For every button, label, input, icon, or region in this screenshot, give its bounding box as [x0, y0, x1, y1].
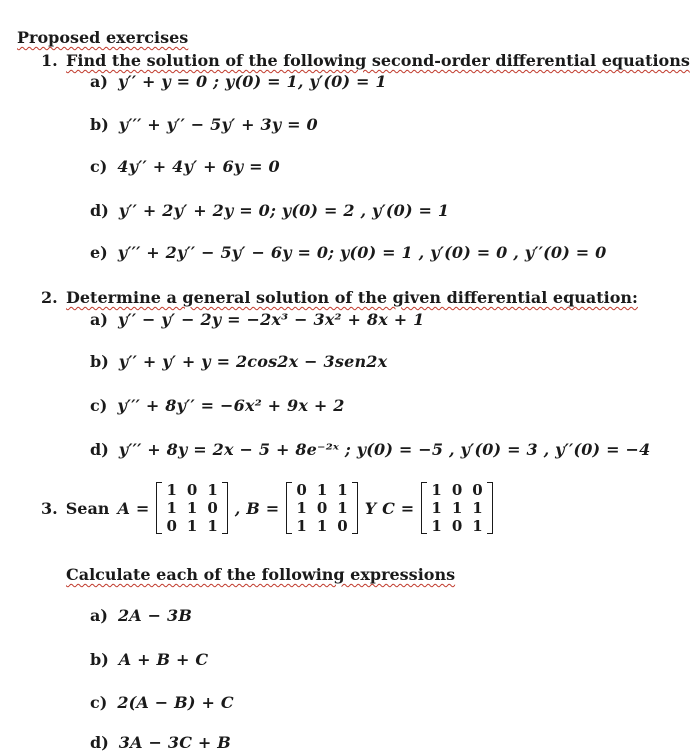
question-3-sean: Sean: [65, 498, 110, 518]
q1-item-e-label: e): [90, 243, 108, 262]
q1-item-e: [90, 243, 606, 262]
matrix-c-name: Y C =: [364, 498, 415, 518]
matrix-cell: 0: [451, 481, 463, 499]
q2-item-c-equation: y′′′ + 8y′′ = −6x² + 9x + 2: [117, 396, 345, 415]
matrix-cell: 1: [451, 499, 463, 517]
matrix-cell: 1: [166, 499, 177, 517]
question-3-number: 3.: [41, 498, 58, 518]
matrix-a: [156, 481, 227, 535]
q1-item-c-equation: 4y′′ + 4y′ + 6y = 0: [117, 157, 280, 176]
matrix-cell: 1: [316, 481, 328, 499]
matrix-cell: 1: [431, 499, 442, 517]
q2-item-c: [90, 396, 345, 415]
q2-item-a-equation: y′′ − y′ − 2y = −2x³ − 3x² + 8x + 1: [117, 310, 425, 329]
matrix-c: [421, 481, 492, 535]
matrix-cell: 1: [472, 517, 483, 535]
matrix-cell: 1: [186, 517, 198, 535]
q2-item-b-label: b): [90, 352, 109, 371]
q2-item-d-label: d): [90, 440, 109, 459]
q2-item-a-label: a): [90, 310, 108, 329]
matrix-cell: 1: [472, 499, 483, 517]
q1-item-d-label: d): [90, 201, 109, 220]
matrix-cell: 1: [296, 499, 307, 517]
matrix-cell: 1: [207, 517, 218, 535]
q3-item-c-label: c): [90, 693, 108, 712]
q3-item-b-label: b): [90, 650, 109, 669]
question-3-matrices: [41, 481, 496, 535]
matrix-cell: 0: [186, 481, 198, 499]
q3-item-a: [90, 606, 192, 625]
q3-item-c: [90, 693, 234, 712]
q1-item-d: [90, 201, 449, 220]
matrix-cell: 0: [451, 517, 463, 535]
q1-item-b-label: b): [90, 115, 109, 134]
q1-item-e-equation: y′′′ + 2y′′ − 5y′ − 6y = 0; y(0) = 1 , y′(0) = 0 , y′′(0) = 0: [117, 243, 607, 262]
matrix-cell: 0: [337, 517, 348, 535]
q1-item-b-equation: y′′′ + y′′ − 5y′ + 3y = 0: [118, 115, 318, 134]
matrix-cell: 1: [166, 481, 177, 499]
q1-item-b: [90, 115, 318, 134]
q2-item-a: [90, 310, 424, 329]
matrix-cell: 1: [207, 481, 218, 499]
matrix-a-name: A =: [117, 498, 150, 518]
question-1-number: 1.: [41, 51, 58, 70]
matrix-cell: 1: [431, 517, 442, 535]
q2-item-d-equation: y′′′ + 8y = 2x − 5 + 8e⁻²ˣ ; y(0) = −5 , y′(0) = 3 , y′′(0) = −4: [118, 440, 651, 459]
matrix-cell: 1: [186, 499, 198, 517]
q3-item-d-label: d): [90, 733, 109, 752]
q1-item-c: [90, 157, 280, 176]
q2-item-c-label: c): [90, 396, 108, 415]
calculate-title: Calculate each of the following expressions: [66, 565, 456, 584]
q2-item-b: [90, 352, 387, 371]
question-1-prompt: Find the solution of the following second-order differential equations: [66, 51, 690, 70]
question-2-prompt: Determine a general solution of the given differential equation:: [66, 288, 638, 307]
matrix-b-table: [291, 481, 352, 535]
q3-item-b-expression: A + B + C: [118, 650, 209, 669]
matrix-b-name: , B =: [234, 498, 280, 518]
q1-item-a-label: a): [90, 72, 108, 91]
q1-item-d-equation: y′′ + 2y′ + 2y = 0; y(0) = 2 , y′(0) = 1: [118, 201, 450, 220]
question-2-number: 2.: [41, 288, 58, 307]
page-title: Proposed exercises: [17, 28, 189, 47]
matrix-cell: 0: [316, 499, 328, 517]
q3-item-d-expression: 3A − 3C + B: [118, 733, 231, 752]
matrix-b: [286, 481, 357, 535]
q3-item-a-label: a): [90, 606, 108, 625]
q3-item-a-expression: 2A − 3B: [117, 606, 193, 625]
q1-item-a: [90, 72, 387, 91]
matrix-cell: 1: [431, 481, 442, 499]
matrix-cell: 1: [337, 499, 348, 517]
q2-item-d: [90, 440, 650, 459]
matrix-cell: 0: [472, 481, 483, 499]
matrix-cell: 0: [296, 481, 307, 499]
matrix-cell: 1: [316, 517, 328, 535]
matrix-cell: 0: [207, 499, 218, 517]
q3-item-c-expression: 2(A − B) + C: [117, 693, 234, 712]
q1-item-c-label: c): [90, 157, 108, 176]
matrix-a-table: [161, 481, 222, 535]
matrix-cell: 0: [166, 517, 177, 535]
matrix-c-table: [426, 481, 487, 535]
q3-item-b: [90, 650, 208, 669]
matrix-cell: 1: [296, 517, 307, 535]
q3-item-d: [90, 733, 231, 752]
q2-item-b-equation: y′′ + y′ + y = 2cos2x − 3sen2x: [118, 352, 388, 371]
matrix-cell: 1: [337, 481, 348, 499]
q1-item-a-equation: y′′ + y = 0 ; y(0) = 1, y′(0) = 1: [117, 72, 387, 91]
